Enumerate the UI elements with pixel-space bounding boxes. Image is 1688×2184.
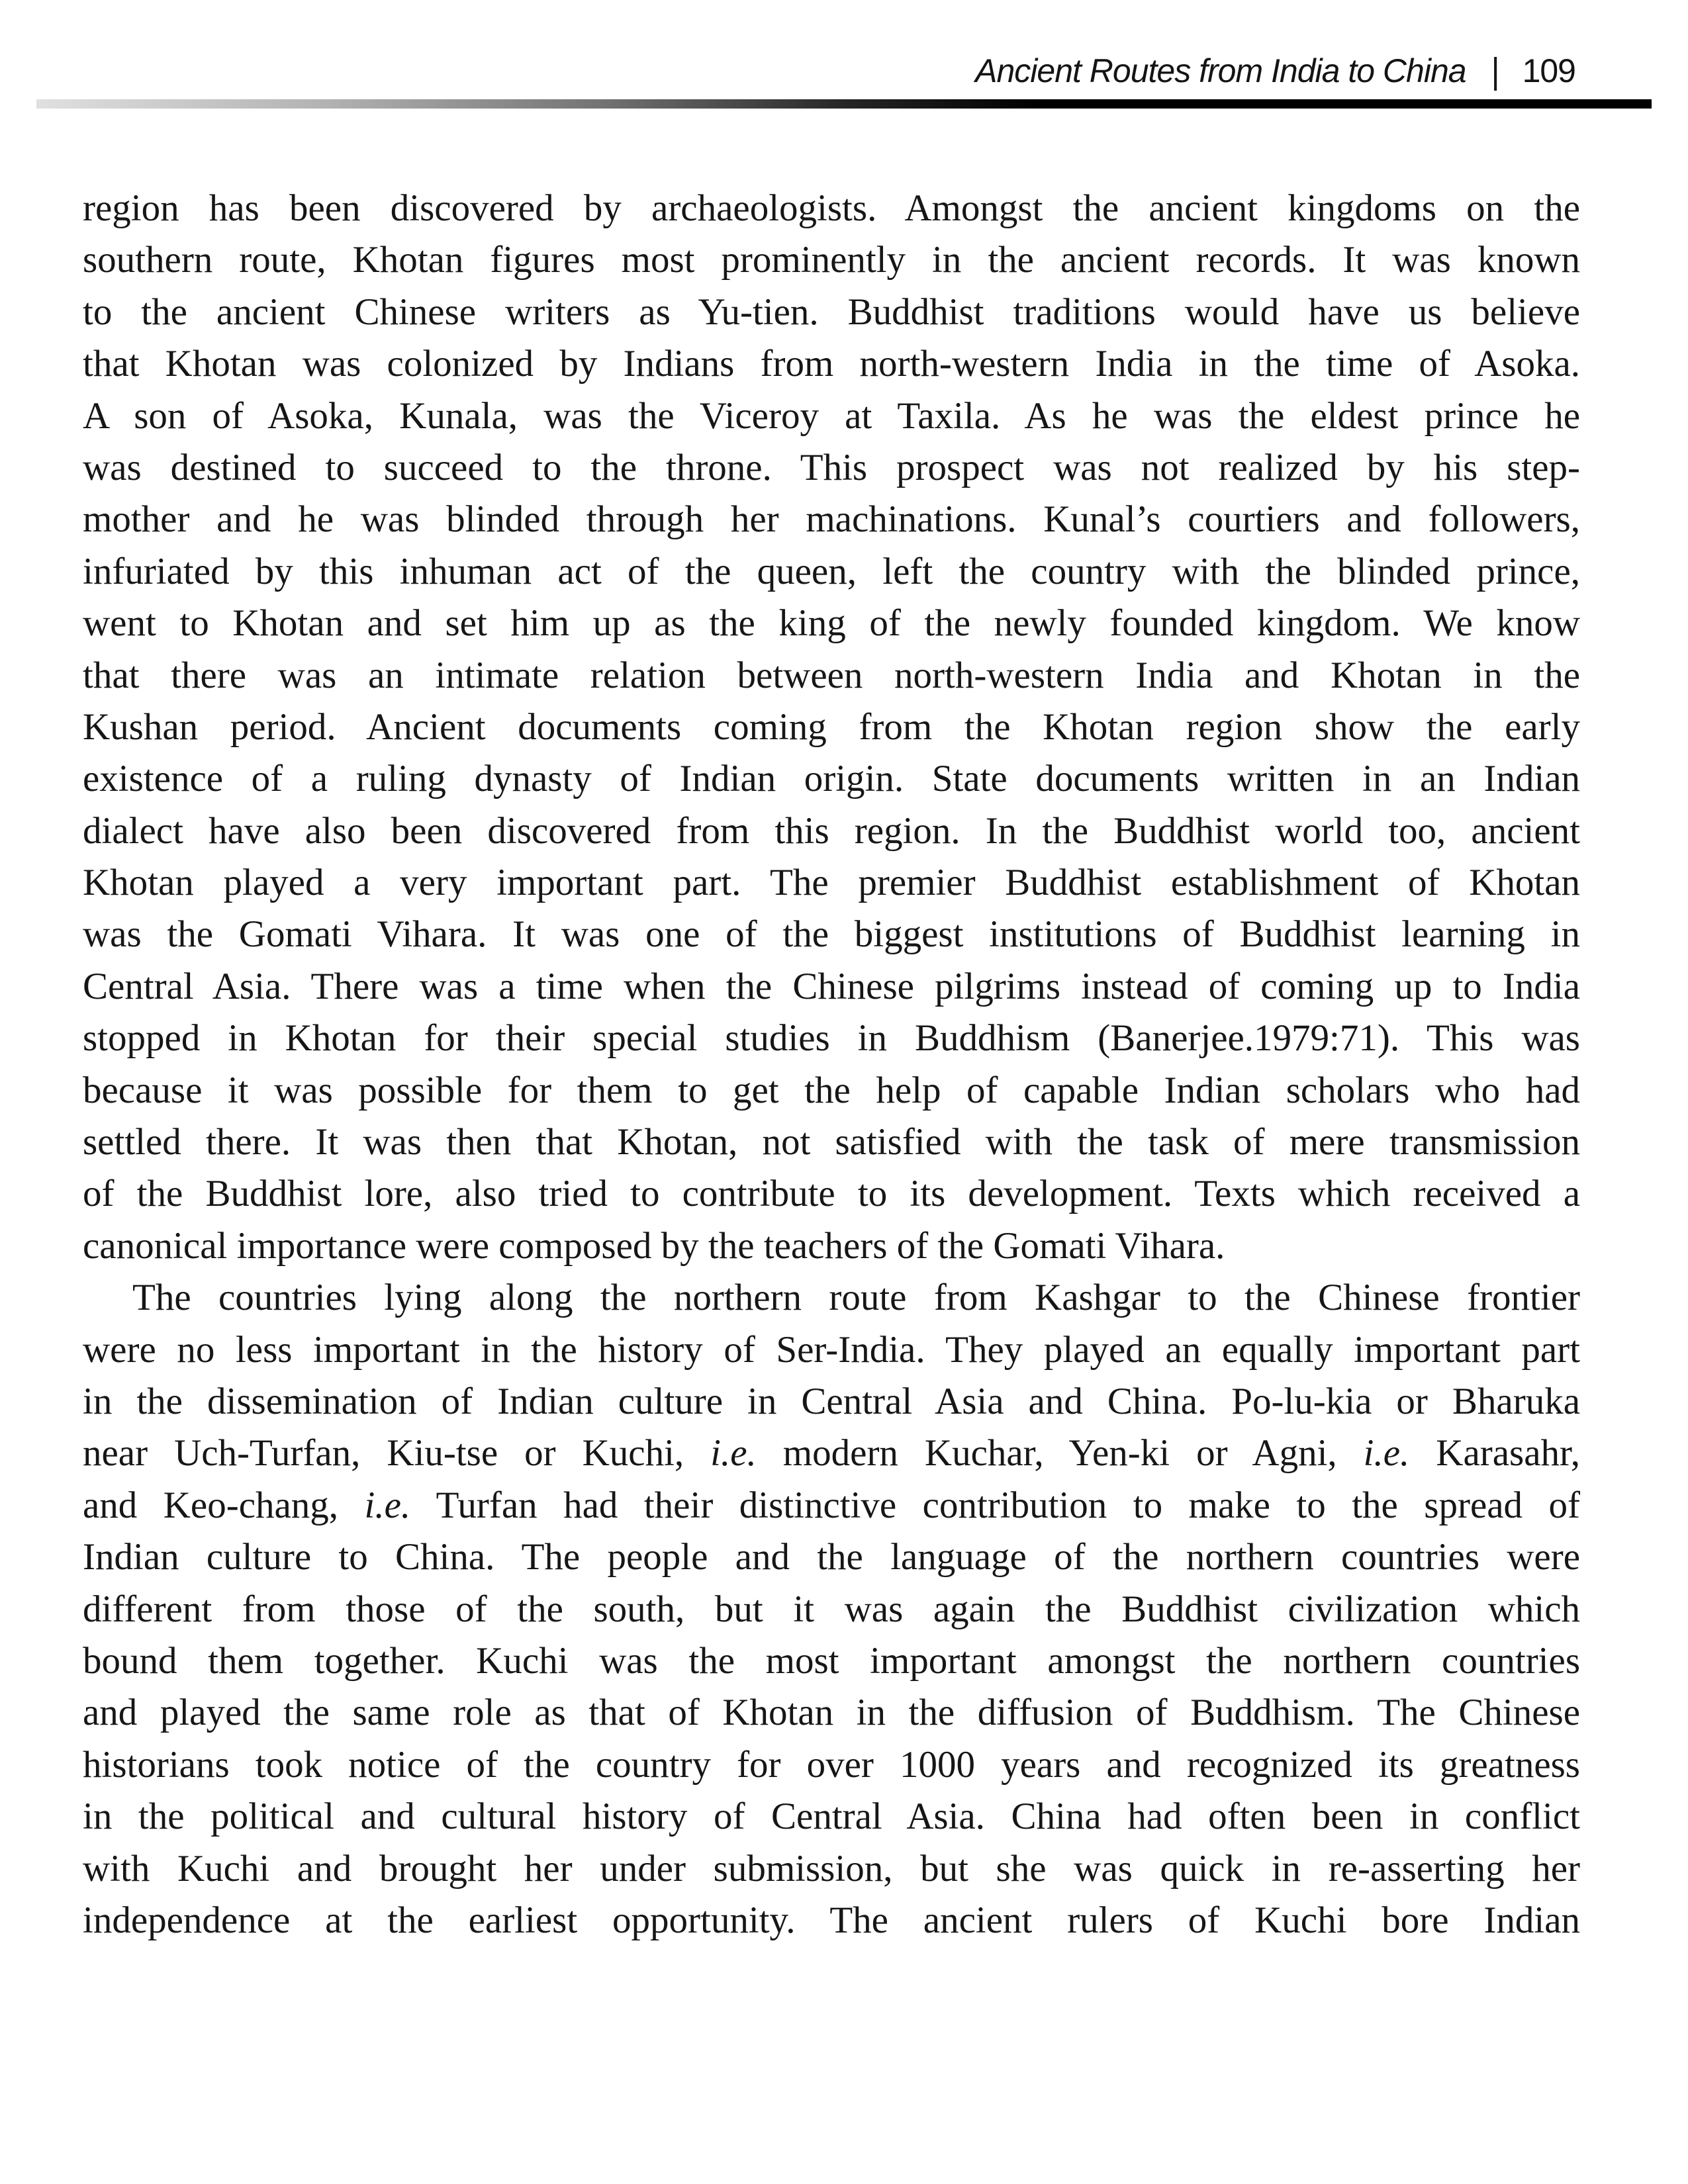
text-line: because it was possible for them to get the help of capable Indian scholars who had: [83, 1069, 1580, 1111]
text-line: Indian culture to China. The people and the language of the northern countries were: [83, 1536, 1580, 1578]
text-line: and played the same role as that of Khotan in the diffusion of Buddhism. The Chinese: [83, 1692, 1580, 1734]
text-line: Kushan period. Ancient documents coming from the Khotan region show the early: [83, 705, 1580, 748]
text-line: in the dissemination of Indian culture in Central Asia and China. Po-lu-kia or Bharuka: [83, 1380, 1580, 1422]
text-line: that there was an intimate relation between north-western India and Khotan in the: [83, 654, 1580, 696]
text-line: went to Khotan and set him up as the king of the newly founded kingdom. We know: [83, 602, 1580, 645]
text-line: with Kuchi and brought her under submission, but she was quick in re-asserting her: [83, 1847, 1580, 1889]
text-segment: Turfan had their distinctive contribution to make to the spread of: [410, 1484, 1580, 1526]
text-line: was the Gomati Vihara. It was one of the biggest institutions of Buddhist learning in: [83, 913, 1580, 956]
text-line: A son of Asoka, Kunala, was the Viceroy at Taxila. As he was the eldest prince he: [83, 394, 1580, 437]
text-line: [83, 1428, 1580, 1479]
text-line: dialect have also been discovered from this region. In the Buddhist world too, ancient: [83, 809, 1580, 852]
text-line: infuriated by this inhuman act of the queen, left the country with the blinded prince,: [83, 550, 1580, 592]
text-line: The countries lying along the northern route from Kashgar to the Chinese frontier: [132, 1277, 1580, 1319]
running-header: [861, 41, 1575, 101]
text-line: [83, 1480, 1580, 1531]
text-line: different from those of the south, but it was again the Buddhist civilization which: [83, 1588, 1580, 1630]
italic-abbreviation: i.e.: [1363, 1432, 1410, 1475]
text-line: settled there. It was then that Khotan, not satisfied with the task of mere transmission: [83, 1121, 1580, 1163]
text-line: was destined to succeed to the throne. This prospect was not realized by his step-: [83, 446, 1580, 488]
header-rule: [36, 99, 1652, 109]
text-line: Central Asia. There was a time when the Chinese pilgrims instead of coming up to India: [83, 965, 1580, 1007]
text-line: region has been discovered by archaeologists. Amongst the ancient kingdoms on the: [83, 187, 1580, 229]
text-line: that Khotan was colonized by Indians from north-western India in the time of Asoka.: [83, 343, 1580, 385]
text-line: of the Buddhist lore, also tried to contribute to its development. Texts which received a: [83, 1173, 1580, 1215]
text-segment: modern Kuchar, Yen-ki or Agni,: [756, 1432, 1364, 1475]
text-line: southern route, Khotan figures most prominently in the ancient records. It was known: [83, 239, 1580, 281]
text-line: existence of a ruling dynasty of Indian origin. State documents written in an Indian: [83, 758, 1580, 800]
paragraph: [83, 183, 1580, 1272]
text-line: stopped in Khotan for their special studies in Buddhism (Banerjee.1979:71). This was: [83, 1017, 1580, 1060]
italic-abbreviation: i.e.: [710, 1432, 757, 1475]
header-separator: |: [1491, 50, 1500, 91]
text-segment: and Keo-chang,: [83, 1484, 365, 1526]
page-number: 109: [1522, 52, 1575, 89]
text-line: independence at the earliest opportunity. The ancient rulers of Kuchi bore Indian: [83, 1899, 1580, 1941]
text-line: bound them together. Kuchi was the most important amongst the northern countries: [83, 1639, 1580, 1682]
running-title: Ancient Routes from India to China: [975, 52, 1466, 89]
body-text: [83, 183, 1580, 1946]
text-line: were no less important in the history of Ser-India. They played an equally important part: [83, 1328, 1580, 1371]
text-line: Khotan played a very important part. The premier Buddhist establishment of Khotan: [83, 862, 1580, 904]
italic-abbreviation: i.e.: [364, 1484, 411, 1526]
text-segment: near Uch-Turfan, Kiu-tse or Kuchi,: [83, 1432, 711, 1475]
text-line: in the political and cultural history of Central Asia. China had often been in conflict: [83, 1796, 1580, 1838]
text-line: canonical importance were composed by the teachers of the Gomati Vihara.: [83, 1224, 1225, 1267]
text-line: historians took notice of the country for over 1000 years and recognized its greatness: [83, 1743, 1580, 1786]
paragraph: [83, 1272, 1580, 1946]
text-line: to the ancient Chinese writers as Yu-tien. Buddhist traditions would have us believe: [83, 291, 1580, 333]
text-segment: Karasahr,: [1409, 1432, 1580, 1475]
text-line: mother and he was blinded through her machinations. Kunal’s courtiers and followers,: [83, 498, 1580, 541]
